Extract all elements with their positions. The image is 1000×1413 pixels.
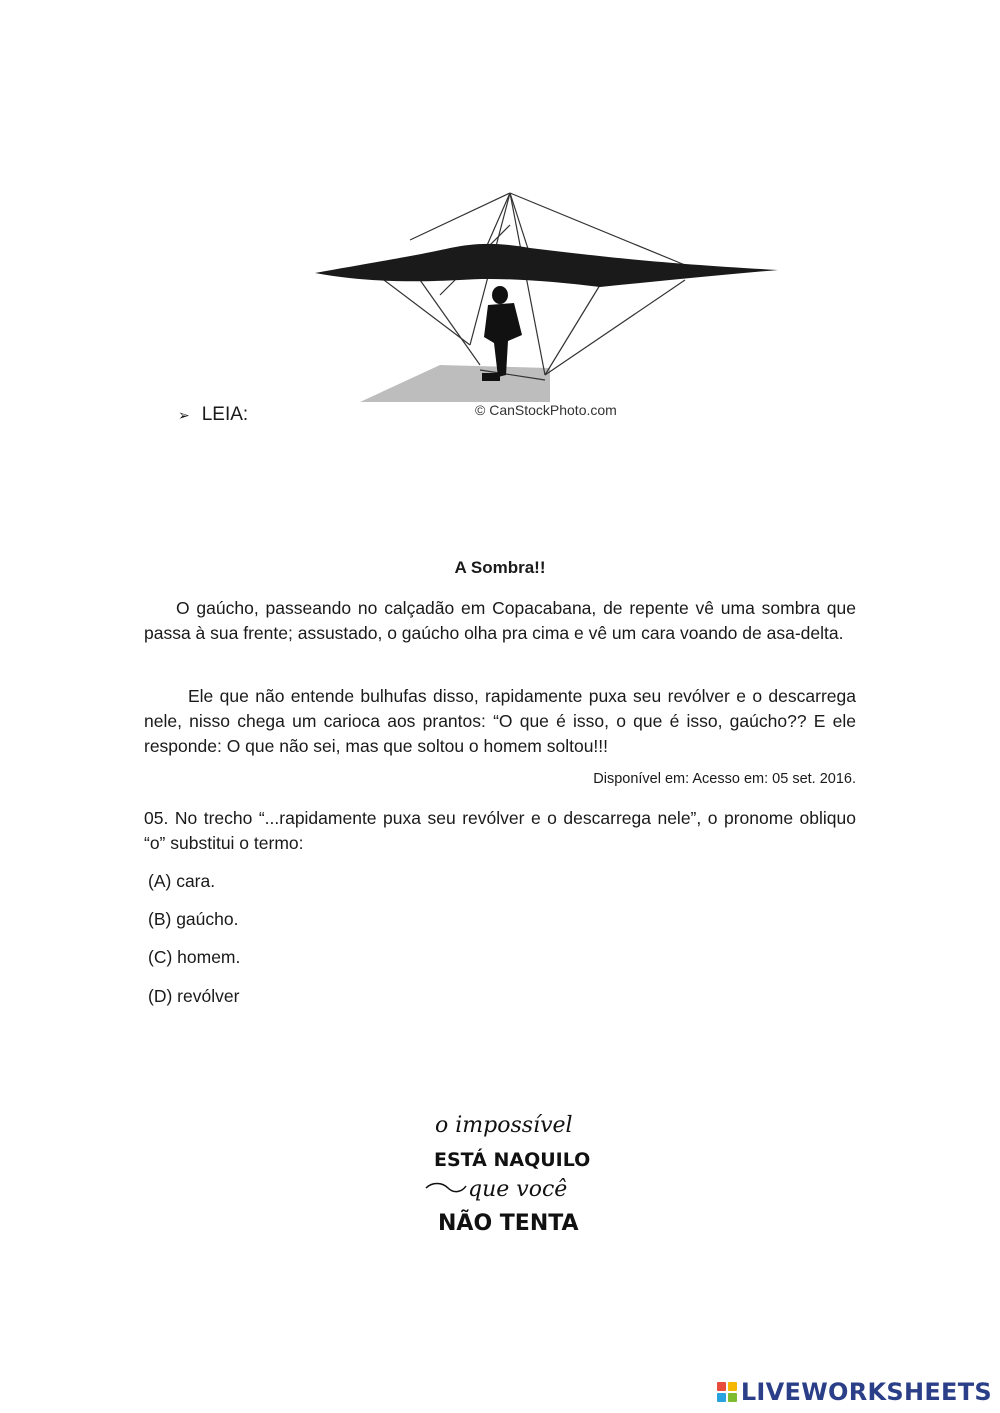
- hang-glider-icon: [300, 185, 800, 410]
- logo-tile-yellow: [728, 1382, 737, 1391]
- logo-tile-red: [717, 1382, 726, 1391]
- quote-line-3: que você: [468, 1177, 568, 1202]
- story-paragraph-2: Ele que não entende bulhufas disso, rapidamente puxa seu revólver e o descarrega nele, nisso chega um carioca aos prantos: “O que é isso, o que é isso, gaúcho?? E ele responde: O que não sei, mas que soltou o homem soltou!!!: [144, 686, 856, 756]
- motivational-quote: [420, 1100, 590, 1250]
- quote-line-1: o impossível: [435, 1113, 573, 1138]
- read-instruction: [178, 404, 248, 426]
- logo-tile-green: [728, 1393, 737, 1402]
- heart-swirl-icon: [426, 1184, 466, 1192]
- brand-logo-icon: [717, 1382, 737, 1402]
- logo-tile-blue: [717, 1393, 726, 1402]
- ground-shadow: [360, 365, 550, 402]
- quote-line-4: NÃO TENTA: [438, 1211, 579, 1236]
- option-c[interactable]: (C) homem.: [148, 947, 241, 967]
- brand-mark: [717, 1378, 992, 1406]
- option-d[interactable]: (D) revólver: [148, 986, 240, 1006]
- image-credit: © CanStockPhoto.com: [475, 402, 617, 418]
- quote-line-2: ESTÁ NAQUILO: [434, 1149, 590, 1171]
- read-label: LEIA:: [201, 404, 249, 425]
- source-citation: Disponível em: Acesso em: 05 set. 2016.: [593, 771, 856, 787]
- arrow-bullet-icon: ➢: [178, 406, 190, 423]
- question-text: 05. No trecho “...rapidamente puxa seu revólver e o descarrega nele”, o pronome obliquo “o” substitui o termo:: [144, 808, 856, 853]
- glider-wing: [315, 244, 778, 287]
- story-paragraph-1: O gaúcho, passeando no calçadão em Copacabana, de repente vê uma sombra que passa à sua frente; assustado, o gaúcho olha pra cima e vê um cara voando de asa-delta.: [144, 598, 856, 643]
- glider-rigging: [380, 193, 685, 380]
- brand-name: LIVEWORKSHEETS: [740, 1378, 992, 1406]
- story-title: A Sombra!!: [454, 558, 546, 577]
- option-b[interactable]: (B) gaúcho.: [148, 909, 239, 929]
- option-a[interactable]: (A) cara.: [148, 871, 216, 891]
